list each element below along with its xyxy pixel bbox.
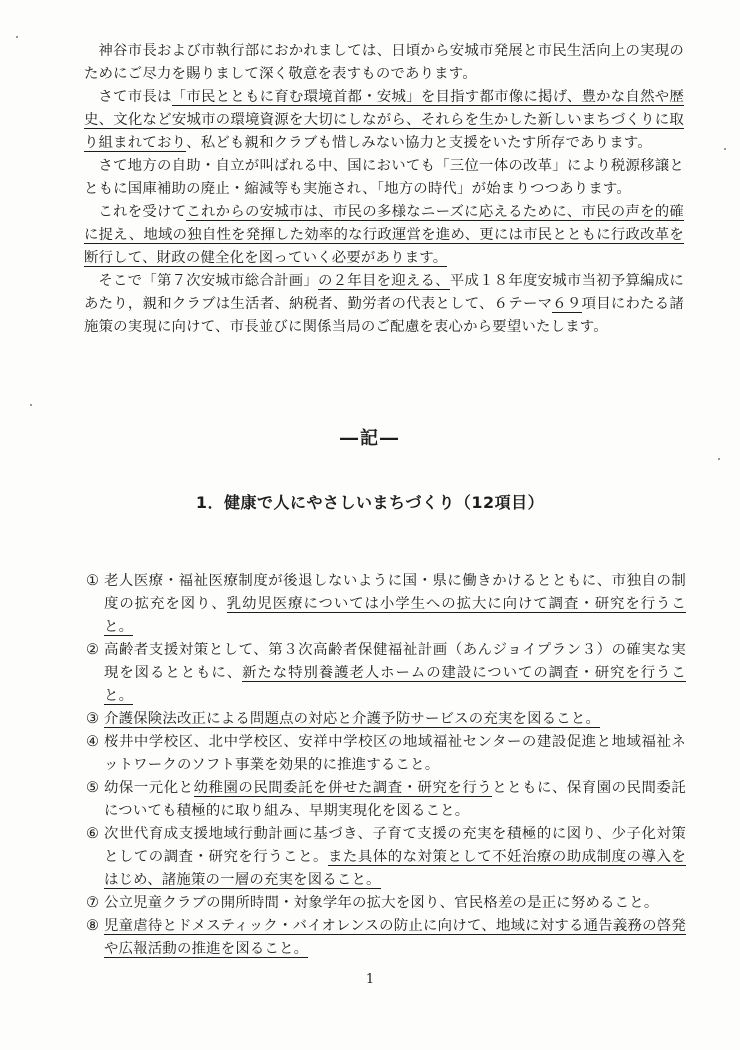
item-number: ③: [86, 711, 99, 727]
item-number: ⑧: [86, 918, 99, 934]
list-item: [86, 731, 686, 777]
item-number: ④: [86, 734, 99, 750]
list-item: [86, 708, 686, 731]
page-number: 1: [365, 972, 375, 987]
scan-speck: [718, 458, 720, 460]
item-text: 幼保一元化と幼稚園の民間委託を併せた調査・研究を行うとともに、保育園の民間委託についても積極的に取り組み、早期実現化を図ること。: [104, 780, 686, 819]
underlined-text: の２年目を迎える、: [318, 273, 450, 289]
item-number: ⑥: [86, 826, 99, 842]
paragraph-5: そこで「第７次安城市総合計画」の２年目を迎える、平成１８年度安城市当初予算編成にあたり，親和クラブは生活者、納税者、勤労者の代表として、６テーマ６９項目にわたる諸施策の実現に向けて、市長並びに関係当局のご配慮を衷心から要望いたします。: [84, 273, 685, 335]
request-list: [86, 570, 686, 961]
intro-text: [84, 40, 684, 339]
list-item: [86, 892, 686, 915]
paragraph-2: さて市長は「市民とともに育む環境首都・安城」を目指す都市像に掲げ、豊かな自然や歴史、文化など安城市の環境資源を大切にしながら、それらを生かした新しいまちづくりに取り組まれており、私ども親和クラブも惜しみない協力と支援をいたす所存であります。: [84, 89, 684, 151]
list-item: [86, 570, 686, 639]
item-text: 桜井中学校区、北中学校区、安祥中学校区の地域福祉センターの建設促進と地域福祉ネットワークのソフト事業を効果的に推進すること。: [104, 734, 686, 773]
list-item: [86, 639, 686, 708]
section-heading: 1．健康で人にやさしいまちづくり（12項目）: [195, 493, 545, 512]
item-text: 児童虐待とドメスティック・バイオレンスの防止に向けて、地域に対する通告義務の啓発や広報活動の推進を図ること。: [104, 918, 686, 957]
item-text: 公立児童クラブの開所時間・対象学年の拡大を図り、官民格差の是正に努めること。: [104, 895, 659, 911]
item-number: ⑤: [86, 780, 99, 796]
item-text: 高齢者支援対策として、第３次高齢者保健福祉計画（あんジョイプラン３）の確実な実現を図るとともに、新たな特別養護老人ホームの建設についての調査・研究を行うこと。: [104, 642, 686, 704]
scan-speck: [724, 148, 726, 150]
list-item: [86, 823, 686, 892]
paragraph-4: これを受けてこれからの安城市は、市民の多様なニーズに応えるために、市民の声を的確に捉え、地域の独自性を発揮した効率的な行政運営を進め、更には市民とともに行政改革を断行して、財政の健全化を図っていく必要があります。: [84, 204, 684, 266]
item-number: ②: [86, 642, 99, 658]
scan-speck: [16, 36, 18, 38]
item-text: 次世代育成支援地域行動計画に基づき、子育て支援の充実を積極的に図り、少子化対策としての調査・研究を行うこと。また具体的な対策として不妊治療の助成制度の導入をはじめ、諸施策の一層の充実を図ること。: [104, 826, 686, 888]
list-item: [86, 777, 686, 823]
paragraph-3: さて地方の自助・自立が叫ばれる中、国においても「三位一体の改革」により税源移譲とともに国庫補助の廃止・縮減等も実施され、「地方の時代」が始まりつつあります。: [84, 158, 684, 197]
item-number: ①: [86, 573, 99, 589]
underlined-text: ６９: [552, 296, 582, 312]
scan-speck: [30, 404, 32, 406]
list-item: [86, 915, 686, 961]
paragraph-1: 神谷市長および市執行部におかれましては、日頃から安城市発展と市民生活向上の実現のためにご尽力を賜りまして深く敬意を表すものであります。: [84, 43, 684, 82]
item-text: 老人医療・福祉医療制度が後退しないように国・県に働きかけるとともに、市独自の制度の拡充を図り、乳幼児医療については小学生への拡大に向けて調査・研究を行うこと。: [104, 573, 686, 635]
underlined-text: 「市民とともに育む環境首都・安城」を目指す都市像に掲げ、豊かな自然や歴史、文化など安城市の環境資源を大切にしながら、それらを生かした新しいまちづくりに取り組まれており: [84, 89, 684, 151]
underlined-text: これからの安城市は、市民の多様なニーズに応えるために、市民の声を的確に捉え、地域の独自性を発揮した効率的な行政運営を進め、更には市民とともに行政改革を断行して、財政の健全化を図っていく必要があります。: [84, 204, 684, 266]
item-text: 介護保険法改正による問題点の対応と介護予防サービスの充実を図ること。: [104, 711, 601, 727]
item-number: ⑦: [86, 895, 99, 911]
ki-heading: ―記―: [340, 428, 400, 449]
